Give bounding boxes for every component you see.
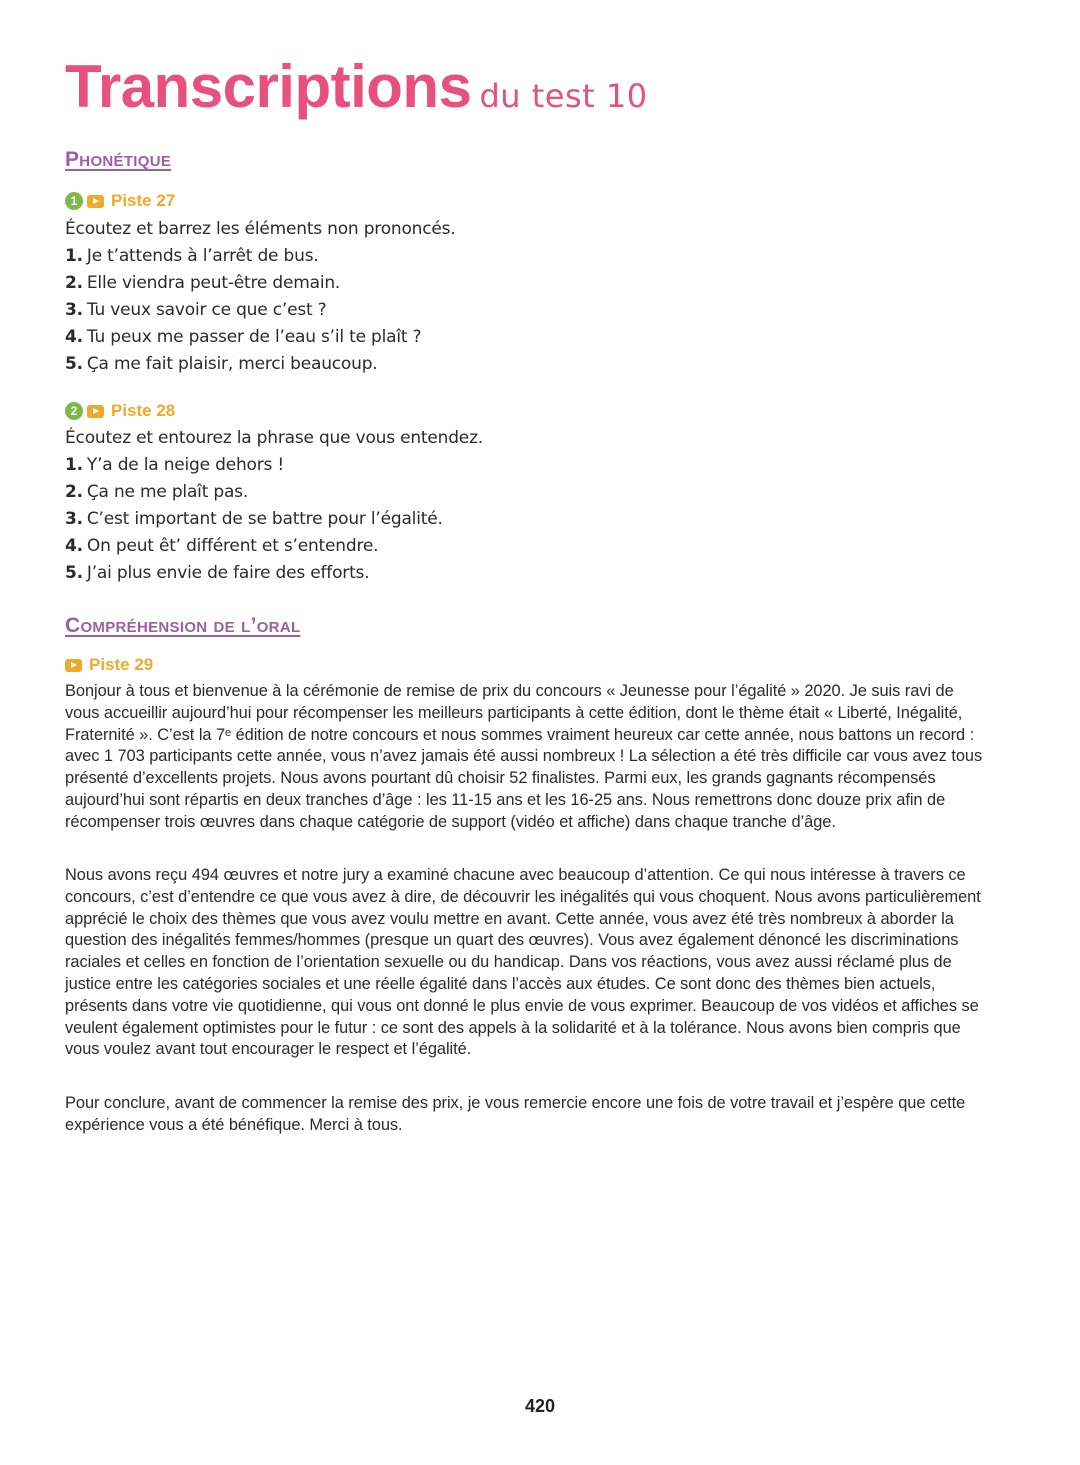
exercise-instruction: Écoutez et barrez les éléments non prononcés. (65, 219, 456, 239)
title-sub: du test 10 (479, 77, 648, 115)
list-item: 3. C’est important de se battre pour l’égalité. (65, 509, 443, 529)
section-heading-comprehension: Compréhension de l’oral (65, 614, 301, 637)
exercise-number-badge: 1 (65, 192, 83, 210)
list-item: 4. On peut êt’ différent et s’entendre. (65, 536, 379, 556)
list-item: 1. Y’a de la neige dehors ! (65, 455, 284, 475)
play-icon[interactable] (87, 405, 104, 418)
track-label[interactable]: Piste 29 (89, 655, 154, 674)
page-number: 420 (524, 1396, 556, 1416)
play-icon[interactable] (87, 195, 104, 208)
exercise-number-badge: 2 (65, 402, 83, 420)
exercise-1-header (65, 191, 175, 211)
exercise-1-list (65, 246, 421, 381)
play-icon[interactable] (65, 659, 82, 672)
exercise-3-header (65, 655, 153, 675)
track-label[interactable]: Piste 27 (111, 191, 176, 210)
exercise-2-list (65, 455, 443, 590)
list-item: 1. Je t’attends à l’arrêt de bus. (65, 246, 319, 266)
list-item: 3. Tu veux savoir ce que c’est ? (65, 300, 327, 320)
list-item: 2. Ça ne me plaît pas. (65, 482, 249, 502)
page-title (65, 52, 648, 121)
list-item: 5. J’ai plus envie de faire des efforts. (65, 563, 370, 583)
list-item: 4. Tu peux me passer de l’eau s’il te plaît ? (65, 327, 422, 347)
title-main: Transcriptions (65, 53, 472, 120)
transcript-paragraph: Pour conclure, avant de commencer la remise des prix, je vous remercie encore une fois de votre travail et j’espère que cette expérience vous a été bénéfique. Merci à tous. (65, 1094, 966, 1134)
transcript-paragraph: Bonjour à tous et bienvenue à la cérémonie de remise de prix du concours « Jeunesse pour l’égalité » 2020. Je suis ravi de vous accueillir aujourd’hui pour récompenser les meilleurs participants à cette édition, dont le thème était « Liberté, Inégalité, Fraternité ». C’est la 7ᵉ édition de notre concours et nous sommes vraiment heureux car cette année, nous battons un record : avec 1 703 participants cette année, vous n’avez jamais été aussi nombreux ! La sélection a été très difficile car vous avez tous présenté d’excellents projets. Nous avons pourtant dû choisir 52 finalistes. Parmi eux, les grands gagnants récompensés aujourd’hui sont répartis en deux tranches d’âge : les 11-15 ans et les 16-25 ans. Nous remettrons donc douze prix afin de récompenser trois œuvres dans chaque catégorie de support (vidéo et affiche) dans chaque tranche d’âge. (65, 682, 983, 831)
exercise-instruction: Écoutez et entourez la phrase que vous entendez. (65, 428, 483, 448)
track-label[interactable]: Piste 28 (111, 401, 176, 420)
list-item: 2. Elle viendra peut-être demain. (65, 273, 341, 293)
section-heading-phonetique: Phonétique (65, 148, 172, 171)
transcript-paragraph: Nous avons reçu 494 œuvres et notre jury a examiné chacune avec beaucoup d’attention. Ce qui nous intéresse à travers ce concours, c’est d’entendre ce que vous avez à dire, de découvrir les inégalités qui vous choquent. Nous avons particulièrement apprécié le choix des thèmes que vous avez voulu mettre en avant. Cette année, vous avez été très nombreux à aborder la question des inégalités femmes/hommes (presque un quart des œuvres). Vous avez également dénoncé les discriminations raciales et celles en fonction de l’orientation sexuelle ou du handicap. Dans vos réactions, vous avez aussi réclamé plus de justice entre les catégories sociales et une réelle égalité dans l’accès aux études. Ce sont donc des thèmes bien actuels, présents dans votre vie quotidienne, qui vous ont donné le plus envie de vous exprimer. Beaucoup de vos vidéos et affiches se veulent également optimistes pour le futur : ce sont des appels à la solidarité et à la tolérance. Nous avons bien compris que vous voulez avant tout encourager le respect et l’égalité. (65, 866, 981, 1059)
list-item: 5. Ça me fait plaisir, merci beaucoup. (65, 354, 378, 374)
exercise-2-header (65, 401, 175, 421)
